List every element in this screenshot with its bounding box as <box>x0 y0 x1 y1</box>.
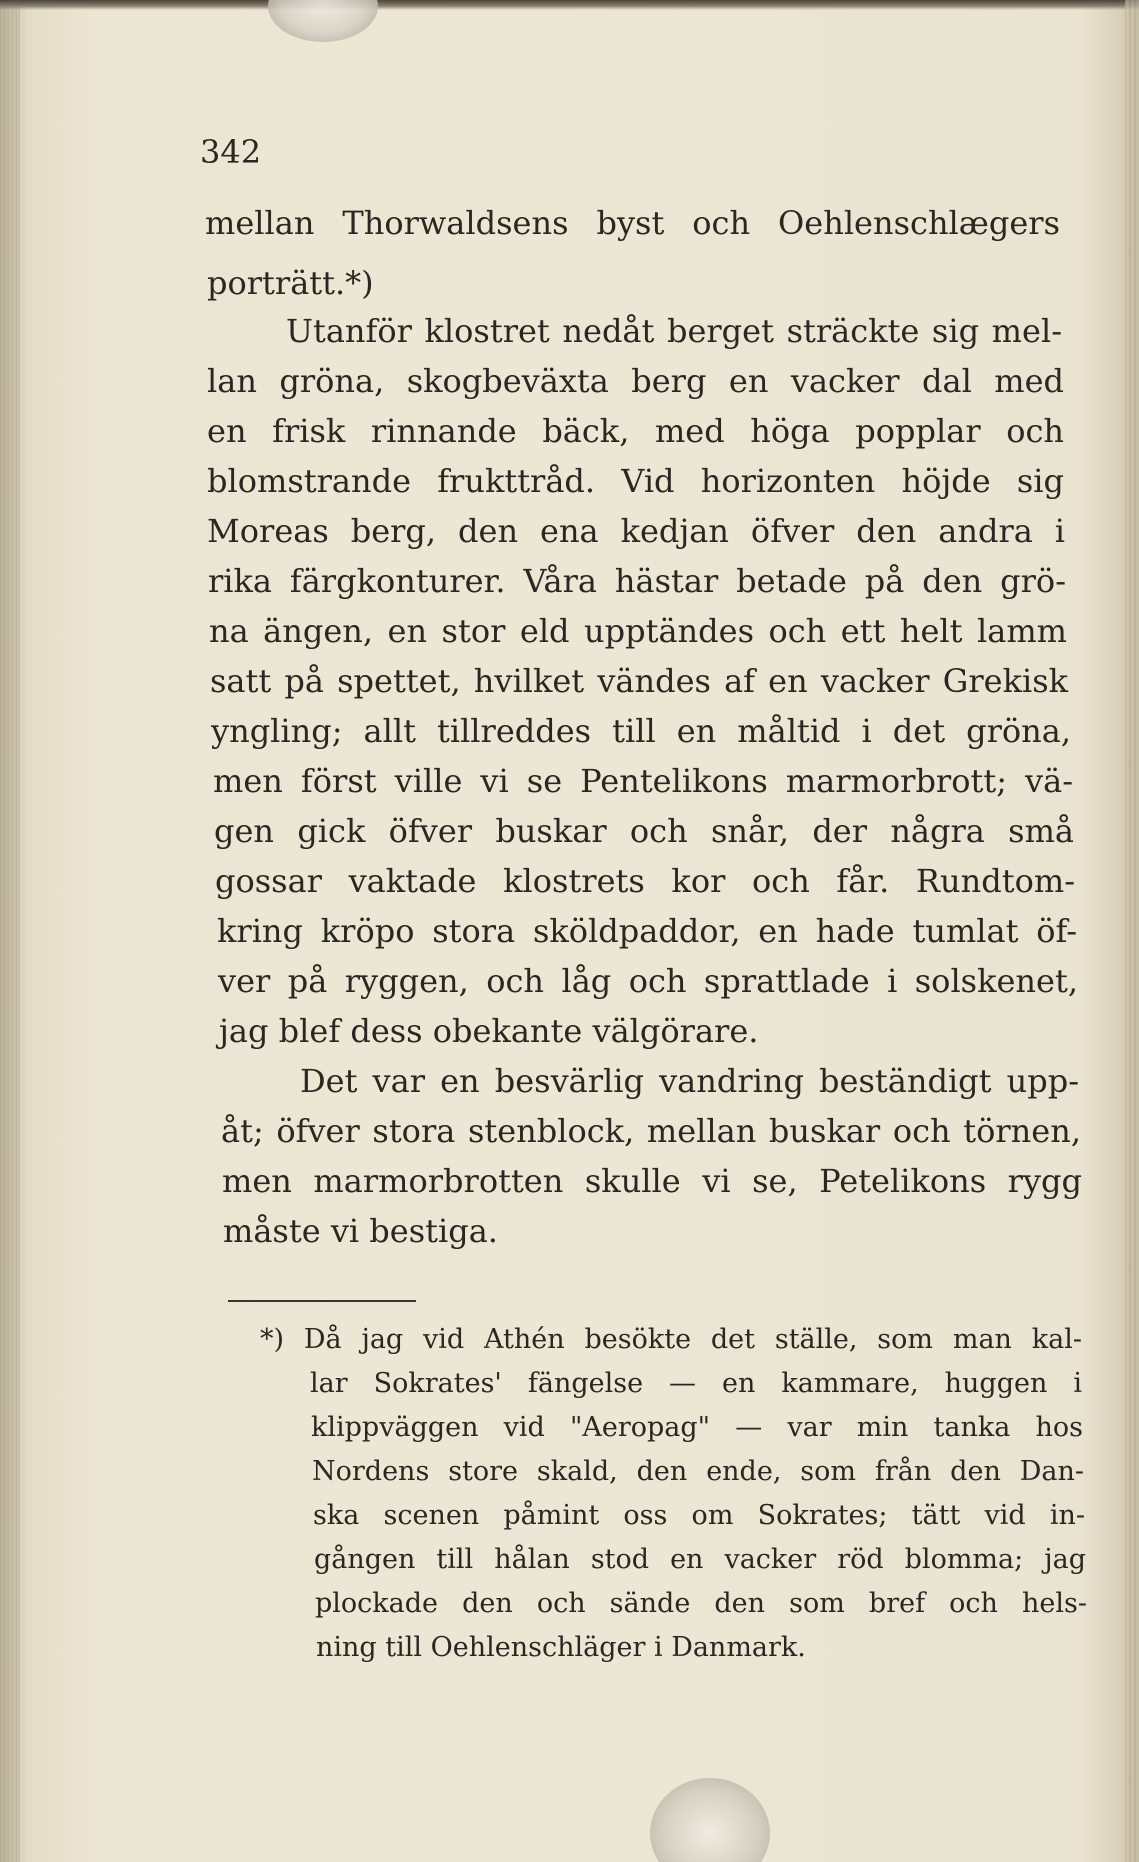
main-text-line: gossar vaktade klostrets kor och får. Rundtom- <box>215 862 1075 900</box>
page-number: 342 <box>200 133 262 171</box>
main-text-line: Det var en besvärlig vandring beständigt upp- <box>300 1062 1079 1100</box>
footnote-line: *) Då jag vid Athén besökte det ställe, som man kal- <box>260 1324 1082 1355</box>
footnote-rule <box>228 1300 416 1302</box>
main-text-line: Utanför klostret nedåt berget sträckte sig mel- <box>286 312 1062 350</box>
main-text-line: rika färgkonturer. Våra hästar betade på den grö- <box>208 562 1066 600</box>
scan-top-edge <box>0 0 1139 10</box>
main-text-line: men först ville vi se Pentelikons marmorbrott; vä- <box>213 762 1073 800</box>
main-text-line: kring kröpo stora sköldpaddor, en hade tumlat öf- <box>217 912 1077 950</box>
main-text-line: en frisk rinnande bäck, med höga popplar och <box>207 412 1064 450</box>
footnote-line: klippväggen vid "Aeropag" — var min tanka hos <box>311 1412 1083 1443</box>
main-text-line: Moreas berg, den ena kedjan öfver den andra i <box>207 512 1065 550</box>
main-text-line: ver på ryggen, och låg och sprattlade i solskenet, <box>218 962 1078 1000</box>
main-text-line: jag blef dess obekante välgörare. <box>219 1012 759 1050</box>
footnote-line: ning till Oehlenschläger i Danmark. <box>316 1632 806 1663</box>
page-clip-top <box>268 0 378 42</box>
main-text-line: lan gröna, skogbeväxta berg en vacker dal med <box>207 362 1064 400</box>
footnote-line: lar Sokrates' fängelse — en kammare, huggen i <box>310 1368 1082 1399</box>
footnote-line: Nordens store skald, den ende, som från den Dan- <box>312 1456 1084 1487</box>
main-text-line: åt; öfver stora stenblock, mellan buskar och törnen, <box>221 1112 1081 1150</box>
main-text-line: satt på spettet, hvilket vändes af en vacker Grekisk <box>210 662 1068 700</box>
main-text-line: gen gick öfver buskar och snår, der några små <box>214 812 1074 850</box>
main-text-line: na ängen, en stor eld upptändes och ett helt lamm <box>209 612 1067 650</box>
footnote-line: plockade den och sände den som bref och hels- <box>315 1588 1087 1619</box>
main-text-line: men marmorbrotten skulle vi se, Petelikons rygg <box>222 1162 1082 1200</box>
main-text-line: mellan Thorwaldsens byst och Oehlenschlægers <box>205 204 1060 242</box>
main-text-line: yngling; allt tillreddes till en måltid i det gröna, <box>211 712 1071 750</box>
main-text-line: porträtt.*) <box>207 264 374 302</box>
page-clip-bottom <box>650 1778 770 1862</box>
main-text-line: måste vi bestiga. <box>223 1212 498 1250</box>
footnote-line: ska scenen påmint oss om Sokrates; tätt vid in- <box>313 1500 1085 1531</box>
footnote-line: gången till hålan stod en vacker röd blomma; jag <box>314 1544 1086 1575</box>
main-text-line: blomstrande frukttråd. Vid horizonten höjde sig <box>207 462 1064 500</box>
